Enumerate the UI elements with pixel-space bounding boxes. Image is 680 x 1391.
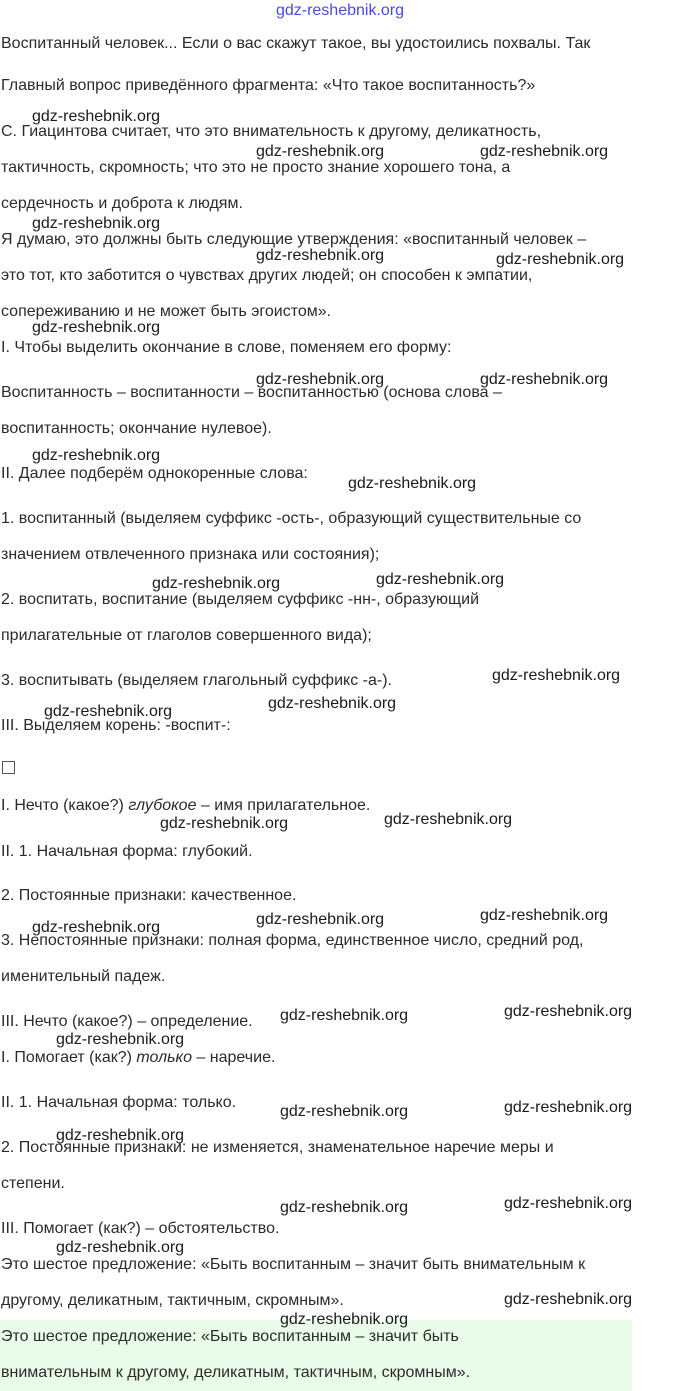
final-line-1: Это шестое предложение: «Быть воспитанным – значит быть внимательным к [1, 1256, 586, 1273]
watermark: gdz-reshebnik.org [256, 911, 385, 928]
text-line: прилагательные от глаголов совершенного вида); [1, 627, 372, 644]
watermark: gdz-reshebnik.org [384, 811, 513, 828]
watermark: gdz-reshebnik.org [280, 1103, 409, 1120]
text-line: Воспитанность – воспитанности – воспитанностью (основа слова – [1, 384, 502, 401]
morph1-line-5: именительный падеж. [1, 968, 166, 985]
checkbox[interactable] [2, 761, 15, 774]
text-line: Я думаю, это должны быть следующие утверждения: «воспитанный человек – [1, 231, 587, 248]
text-line: сердечность и доброта к людям. [1, 195, 243, 212]
watermark: gdz-reshebnik.org [504, 1291, 633, 1308]
morph2-line-5: III. Помогает (как?) – обстоятельство. [1, 1220, 280, 1237]
answer-line-1: Это шестое предложение: «Быть воспитанным – значит быть [1, 1328, 459, 1345]
text-line: 1. воспитанный (выделяем суффикс -ость-, образующий существительные со [1, 510, 582, 527]
site-watermark-top: gdz-reshebnik.org [275, 2, 405, 19]
answer-line-2: внимательным к другому, деликатным, тактичным, скромным». [1, 1364, 471, 1381]
text-line: С. Гиацинтова считает, что это внимательность к другому, деликатность, [1, 123, 542, 140]
watermark: gdz-reshebnik.org [280, 1311, 409, 1328]
text-line: I. Чтобы выделить окончание в слове, поменяем его форму: [1, 339, 452, 356]
watermark: gdz-reshebnik.org [376, 571, 505, 588]
text-line: значением отвлеченного признака или состояния); [1, 546, 380, 563]
watermark: gdz-reshebnik.org [504, 1003, 633, 1020]
watermark: gdz-reshebnik.org [496, 251, 625, 268]
text-line: 2. воспитать, воспитание (выделяем суффикс -нн-, образующий [1, 591, 480, 608]
text-line: II. Далее подберём однокоренные слова: [1, 465, 308, 482]
watermark: gdz-reshebnik.org [492, 667, 621, 684]
watermark: gdz-reshebnik.org [504, 1195, 633, 1212]
watermark: gdz-reshebnik.org [32, 108, 161, 125]
text-line: сопереживанию и не может быть эгоистом». [1, 303, 332, 320]
watermark: gdz-reshebnik.org [280, 1007, 409, 1024]
watermark: gdz-reshebnik.org [160, 815, 289, 832]
morph2-line-4: степени. [1, 1175, 65, 1192]
watermark: gdz-reshebnik.org [268, 695, 397, 712]
answer-box [0, 1320, 632, 1391]
text-line: 3. воспитывать (выделяем глагольный суффикс -а-). [1, 672, 392, 689]
morph1-line-2: II. 1. Начальная форма: глубокий. [1, 843, 253, 860]
watermark: gdz-reshebnik.org [480, 371, 609, 388]
watermark: gdz-reshebnik.org [56, 1031, 185, 1048]
watermark: gdz-reshebnik.org [480, 907, 609, 924]
text-line: Главный вопрос приведённого фрагмента: «Что такое воспитанность?» [1, 77, 536, 94]
watermark: gdz-reshebnik.org [256, 247, 385, 264]
watermark: gdz-reshebnik.org [480, 143, 609, 160]
morph1-line-6: III. Нечто (какое?) – определение. [1, 1013, 253, 1030]
morph1-line-4: 3. Непостоянные признаки: полная форма, единственное число, средний род, [1, 932, 584, 949]
watermark: gdz-reshebnik.org [32, 447, 161, 464]
morph2-line-3: 2. Постоянные признаки: не изменяется, знаменательное наречие меры и [1, 1139, 554, 1156]
morph1-line-3: 2. Постоянные признаки: качественное. [1, 887, 297, 904]
morph2-line-2: II. 1. Начальная форма: только. [1, 1094, 237, 1111]
watermark: gdz-reshebnik.org [152, 575, 281, 592]
watermark: gdz-reshebnik.org [44, 703, 173, 720]
watermark: gdz-reshebnik.org [56, 1239, 185, 1256]
watermark: gdz-reshebnik.org [348, 475, 477, 492]
text-line: это тот, кто заботится о чувствах других людей; он способен к эмпатии, [1, 267, 533, 284]
watermark: gdz-reshebnik.org [32, 919, 161, 936]
watermark: gdz-reshebnik.org [56, 1127, 185, 1144]
text-line: воспитанность; окончание нулевое). [1, 420, 272, 437]
watermark: gdz-reshebnik.org [280, 1199, 409, 1216]
text-line: Воспитанный человек... Если о вас скажут такое, вы удостоились похвалы. Так [1, 35, 591, 52]
final-line-2: другому, деликатным, тактичным, скромным». [1, 1292, 344, 1309]
morph1-line-1: I. Нечто (какое?) глубокое – имя прилагательное. [1, 797, 371, 814]
watermark: gdz-reshebnik.org [32, 215, 161, 232]
watermark: gdz-reshebnik.org [256, 143, 385, 160]
text-line: III. Выделяем корень: -воспит-: [1, 717, 231, 734]
watermark: gdz-reshebnik.org [256, 371, 385, 388]
morph2-line-1: I. Помогает (как?) только – наречие. [1, 1049, 276, 1066]
watermark: gdz-reshebnik.org [32, 319, 161, 336]
text-line: тактичность, скромность; что это не просто знание хорошего тона, а [1, 159, 511, 176]
watermark: gdz-reshebnik.org [504, 1099, 633, 1116]
